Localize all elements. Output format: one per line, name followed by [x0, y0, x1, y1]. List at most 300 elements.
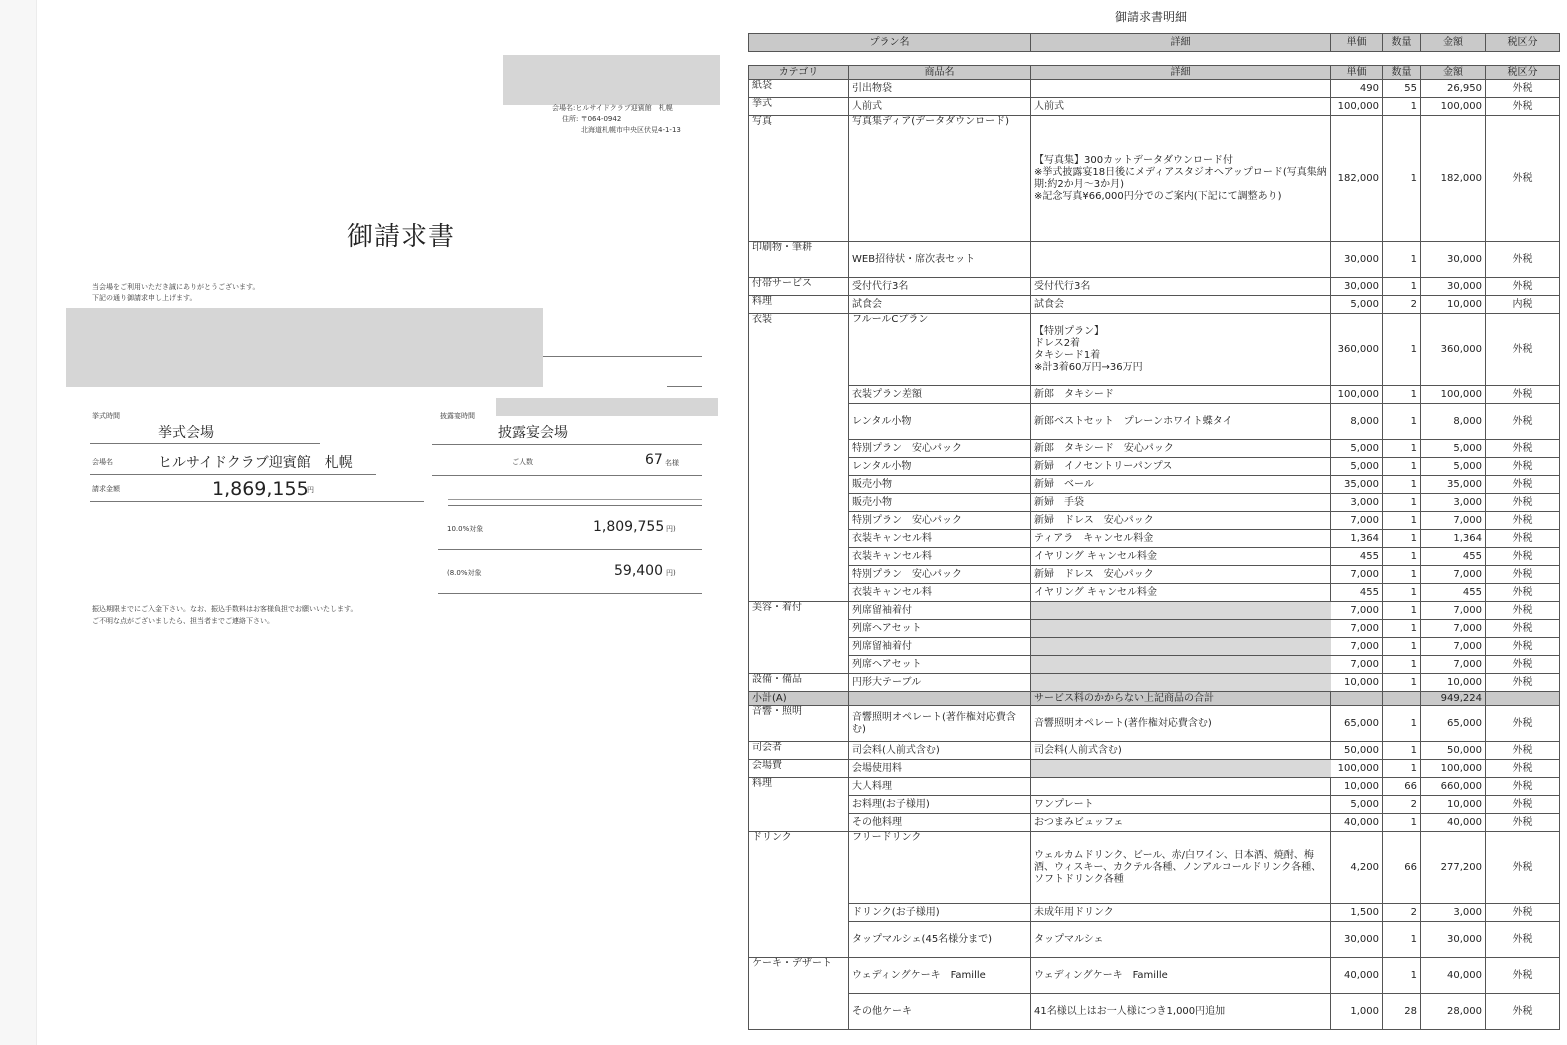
detail-cell: ウェルカムドリンク、ビール、赤/白ワイン、日本酒、焼酎、梅酒、ウィスキー、カクテル各種、ノンアルコールドリンク各種、ソフトドリンク各種 [1031, 832, 1331, 904]
divider [438, 549, 702, 550]
unit-price-cell: 100,000 [1331, 760, 1383, 778]
plan-header-row [749, 34, 1560, 52]
table-row [749, 602, 1560, 620]
address-label: 住所: [562, 115, 579, 123]
table-row [749, 742, 1560, 760]
item-name-cell: お料理(お子様用) [849, 796, 1031, 814]
unit-price-cell: 30,000 [1331, 278, 1383, 296]
item-name-cell: 衣装キャンセル料 [849, 584, 1031, 602]
detail-cell: 試食会 [1031, 296, 1331, 314]
item-name-cell: ドリンク(お子様用) [849, 904, 1031, 922]
detail-cell: おつまみビュッフェ [1031, 814, 1331, 832]
greeting-line-2: 下記の通り御請求申し上げます。 [92, 294, 197, 302]
amount-cell: 50,000 [1421, 742, 1486, 760]
item-name-cell: フリードリンク [849, 832, 1031, 904]
table-row [749, 80, 1560, 98]
address-line [562, 114, 621, 124]
tax-type-cell: 外税 [1486, 242, 1560, 278]
category-cell [749, 458, 849, 476]
amount-cell: 10,000 [1421, 674, 1486, 692]
plan-header-cell: 単価 [1331, 34, 1383, 52]
table-row [749, 404, 1560, 440]
item-name-cell: 写真集ディア(データダウンロード) [849, 116, 1031, 242]
item-name-cell [849, 692, 1031, 706]
category-cell: ケーキ・デザート [749, 958, 849, 994]
table-row [749, 566, 1560, 584]
quantity-cell: 1 [1383, 760, 1421, 778]
amount-cell: 660,000 [1421, 778, 1486, 796]
tax-type-cell: 外税 [1486, 584, 1560, 602]
detail-cell: 新郎 タキシード 安心パック [1031, 440, 1331, 458]
table-row [749, 674, 1560, 692]
plan-header-cell: 数量 [1383, 34, 1421, 52]
amount-cell: 10,000 [1421, 796, 1486, 814]
detail-cell: 41名様以上はお一人様につき1,000円追加 [1031, 994, 1331, 1030]
item-name-cell: WEB招待状・席次表セット [849, 242, 1031, 278]
detail-cell: ティアラ キャンセル料金 [1031, 530, 1331, 548]
quantity-cell: 1 [1383, 458, 1421, 476]
divider [438, 593, 702, 594]
unit-price-cell: 182,000 [1331, 116, 1383, 242]
detail-cell: 新婦 ドレス 安心パック [1031, 566, 1331, 584]
detail-cell: 新郎 タキシード [1031, 386, 1331, 404]
table-row [749, 814, 1560, 832]
unit-price-cell: 8,000 [1331, 404, 1383, 440]
detail-cell: 音響照明オペレート(著作権対応費含む) [1031, 706, 1331, 742]
unit-price-cell: 5,000 [1331, 796, 1383, 814]
amount-cell: 7,000 [1421, 602, 1486, 620]
item-name-cell: 特別プラン 安心パック [849, 512, 1031, 530]
detail-cell: 新郎ベストセット プレーンホワイト蝶タイ [1031, 404, 1331, 440]
divider [90, 501, 424, 502]
detail-cell [1031, 80, 1331, 98]
detail-table [748, 65, 1560, 1030]
unit-price-cell: 7,000 [1331, 602, 1383, 620]
ceremony-venue: 挙式会場 [158, 425, 214, 441]
unit-price-cell: 50,000 [1331, 742, 1383, 760]
tax-type-cell: 外税 [1486, 796, 1560, 814]
item-name-cell: 衣装キャンセル料 [849, 530, 1031, 548]
category-cell [749, 530, 849, 548]
tax-type-cell: 外税 [1486, 458, 1560, 476]
category-cell: 紙袋 [749, 80, 849, 98]
tax-type-cell: 外税 [1486, 994, 1560, 1030]
category-cell [749, 566, 849, 584]
quantity-cell: 1 [1383, 674, 1421, 692]
amount-cell: 455 [1421, 584, 1486, 602]
tax-type-cell: 外税 [1486, 656, 1560, 674]
unit-price-cell: 40,000 [1331, 814, 1383, 832]
detail-cell: 人前式 [1031, 98, 1331, 116]
amount-cell: 35,000 [1421, 476, 1486, 494]
tax-type-cell: 外税 [1486, 80, 1560, 98]
divider [432, 444, 702, 445]
item-name-cell: フルールCプラン [849, 314, 1031, 386]
amount-label: 請求金額 [92, 485, 120, 493]
tax-type-cell: 外税 [1486, 530, 1560, 548]
tax-type-cell: 外税 [1486, 548, 1560, 566]
category-cell: 設備・備品 [749, 674, 849, 692]
item-name-cell: 特別プラン 安心パック [849, 440, 1031, 458]
amount-cell: 7,000 [1421, 656, 1486, 674]
unit-price-cell: 455 [1331, 584, 1383, 602]
item-name-cell: その他ケーキ [849, 994, 1031, 1030]
invoice-total: 1,869,155 [212, 478, 309, 500]
category-cell: 印刷物・筆耕 [749, 242, 849, 278]
tax-type-cell: 外税 [1486, 440, 1560, 458]
table-row [749, 760, 1560, 778]
category-cell: 料理 [749, 778, 849, 796]
detail-cell: 【写真集】300カットデータダウンロード付 ※挙式披露宴18日後にメディアスタジオへアップロード(写真集納期:約2か月～3か月) ※記念写真¥66,000円分でのご案内(下記にて調整あり) [1031, 116, 1331, 242]
address-text: 北海道札幌市中央区伏見4-1-13 [581, 126, 681, 134]
quantity-cell: 1 [1383, 922, 1421, 958]
detail-cell: イヤリング キャンセル料金 [1031, 584, 1331, 602]
detail-cell: ウェディングケーキ Famille [1031, 958, 1331, 994]
tax10-amount: 1,809,755 [593, 519, 665, 535]
quantity-cell: 1 [1383, 278, 1421, 296]
tax-type-cell: 外税 [1486, 278, 1560, 296]
amount-cell: 3,000 [1421, 494, 1486, 512]
redacted-block [66, 308, 543, 387]
detail-header-cell: 数量 [1383, 66, 1421, 80]
quantity-cell: 1 [1383, 404, 1421, 440]
amount-cell: 7,000 [1421, 638, 1486, 656]
unit-price-cell: 3,000 [1331, 494, 1383, 512]
quantity-cell: 1 [1383, 656, 1421, 674]
amount-cell: 7,000 [1421, 620, 1486, 638]
detail-cell [1031, 656, 1331, 674]
category-cell [749, 386, 849, 404]
item-name-cell: ウェディングケーキ Famille [849, 958, 1031, 994]
reception-time-label: 披露宴時間 [440, 412, 475, 420]
quantity-cell: 2 [1383, 296, 1421, 314]
item-name-cell: 列席ヘアセット [849, 620, 1031, 638]
item-name-cell: その他料理 [849, 814, 1031, 832]
detail-cell: 新婦 イノセントリーパンプス [1031, 458, 1331, 476]
quantity-cell: 1 [1383, 314, 1421, 386]
detail-cell: タップマルシェ [1031, 922, 1331, 958]
table-row [749, 98, 1560, 116]
item-name-cell: タップマルシェ(45名様分まで) [849, 922, 1031, 958]
amount-cell: 949,224 [1421, 692, 1486, 706]
category-cell [749, 796, 849, 814]
item-name-cell: 衣装キャンセル料 [849, 548, 1031, 566]
amount-cell: 7,000 [1421, 512, 1486, 530]
invoice-title: 御請求書 [347, 222, 456, 252]
unit-price-cell: 10,000 [1331, 674, 1383, 692]
tax-type-cell: 外税 [1486, 814, 1560, 832]
guest-count: 67 [645, 452, 663, 468]
divider [90, 443, 320, 444]
venue-header-label: 会場名 [552, 104, 573, 112]
venue-name: ヒルサイドクラブ迎賓館 札幌 [158, 455, 353, 471]
quantity-cell: 1 [1383, 742, 1421, 760]
unit-price-cell: 1,500 [1331, 904, 1383, 922]
unit-price-cell: 30,000 [1331, 922, 1383, 958]
detail-cell [1031, 242, 1331, 278]
quantity-cell: 55 [1383, 80, 1421, 98]
detail-cell [1031, 760, 1331, 778]
table-row [749, 706, 1560, 742]
table-row [749, 904, 1560, 922]
amount-cell: 455 [1421, 548, 1486, 566]
category-cell: 挙式 [749, 98, 849, 116]
item-name-cell: 会場使用料 [849, 760, 1031, 778]
tax-type-cell: 外税 [1486, 512, 1560, 530]
item-name-cell: 列席留袖着付 [849, 602, 1031, 620]
quantity-cell [1383, 692, 1421, 706]
divider [667, 386, 702, 387]
table-row [749, 796, 1560, 814]
amount-cell: 5,000 [1421, 440, 1486, 458]
category-cell [749, 476, 849, 494]
amount-cell: 360,000 [1421, 314, 1486, 386]
divider [448, 499, 702, 500]
category-cell: 料理 [749, 296, 849, 314]
item-name-cell: 音響照明オペレート(著作権対応費含む) [849, 706, 1031, 742]
quantity-cell: 1 [1383, 494, 1421, 512]
quantity-cell: 1 [1383, 530, 1421, 548]
tax-type-cell: 外税 [1486, 404, 1560, 440]
reception-venue: 披露宴会場 [498, 425, 568, 441]
item-name-cell: 受付代行3名 [849, 278, 1031, 296]
item-name-cell: 特別プラン 安心パック [849, 566, 1031, 584]
tax-type-cell: 外税 [1486, 958, 1560, 994]
amount-cell: 182,000 [1421, 116, 1486, 242]
amount-cell: 30,000 [1421, 278, 1486, 296]
amount-cell: 100,000 [1421, 386, 1486, 404]
tax-type-cell: 外税 [1486, 620, 1560, 638]
detail-cell: 新婦 ドレス 安心パック [1031, 512, 1331, 530]
tax10-label: 10.0%対象 [447, 525, 484, 533]
detail-cell: 受付代行3名 [1031, 278, 1331, 296]
amount-cell: 7,000 [1421, 566, 1486, 584]
quantity-cell: 1 [1383, 440, 1421, 458]
quantity-cell: 1 [1383, 566, 1421, 584]
category-cell [749, 620, 849, 638]
detail-cell: 司会料(人前式含む) [1031, 742, 1331, 760]
category-cell [749, 548, 849, 566]
tax-type-cell: 外税 [1486, 566, 1560, 584]
unit-price-cell: 35,000 [1331, 476, 1383, 494]
left-page-margin [0, 0, 37, 1045]
detail-cell: 未成年用ドリンク [1031, 904, 1331, 922]
category-cell [749, 994, 849, 1030]
table-row [749, 958, 1560, 994]
unit-price-cell: 7,000 [1331, 512, 1383, 530]
item-name-cell: 販売小物 [849, 476, 1031, 494]
greeting-line-1: 当会場をご利用いただき誠にありがとうございます。 [92, 283, 260, 291]
amount-cell: 30,000 [1421, 242, 1486, 278]
unit-price-cell: 360,000 [1331, 314, 1383, 386]
amount-cell: 40,000 [1421, 814, 1486, 832]
table-row [749, 922, 1560, 958]
tax-type-cell [1486, 692, 1560, 706]
quantity-cell: 1 [1383, 584, 1421, 602]
category-cell: 衣装 [749, 314, 849, 386]
table-row [749, 778, 1560, 796]
quantity-cell: 1 [1383, 958, 1421, 994]
divider [90, 474, 376, 475]
item-name-cell: 列席ヘアセット [849, 656, 1031, 674]
quantity-cell: 1 [1383, 512, 1421, 530]
tax-type-cell: 外税 [1486, 386, 1560, 404]
amount-cell: 65,000 [1421, 706, 1486, 742]
payment-note-1: 振込期限までにご入金下さい。なお、振込手数料はお客様負担でお願いいたします。 [92, 605, 358, 613]
payment-note-2: ご不明な点がございましたら、担当者までご連絡下さい。 [92, 617, 274, 625]
amount-cell: 40,000 [1421, 958, 1486, 994]
redacted-block [503, 55, 720, 105]
unit-price-cell: 7,000 [1331, 566, 1383, 584]
unit-price-cell: 7,000 [1331, 620, 1383, 638]
unit-price-cell: 30,000 [1331, 242, 1383, 278]
category-cell [749, 512, 849, 530]
category-cell [749, 656, 849, 674]
unit-price-cell: 5,000 [1331, 296, 1383, 314]
unit-price-cell: 490 [1331, 80, 1383, 98]
tax-type-cell: 外税 [1486, 674, 1560, 692]
plan-header-cell: 詳細 [1031, 34, 1331, 52]
table-row [749, 242, 1560, 278]
unit-price-cell: 7,000 [1331, 638, 1383, 656]
item-name-cell: 衣装プラン差額 [849, 386, 1031, 404]
quantity-cell: 28 [1383, 994, 1421, 1030]
detail-cell: 【特別プラン】 ドレス2着 タキシード1着 ※計3着60万円→36万円 [1031, 314, 1331, 386]
amount-cell: 3,000 [1421, 904, 1486, 922]
ceremony-time-label: 挙式時間 [92, 412, 120, 420]
tax-type-cell: 外税 [1486, 638, 1560, 656]
amount-cell: 1,364 [1421, 530, 1486, 548]
detail-header-cell: 税区分 [1486, 66, 1560, 80]
table-row [749, 278, 1560, 296]
quantity-cell: 1 [1383, 386, 1421, 404]
table-row [749, 458, 1560, 476]
detail-cell [1031, 638, 1331, 656]
category-cell [749, 814, 849, 832]
unit-price-cell: 10,000 [1331, 778, 1383, 796]
category-cell: 付帯サービス [749, 278, 849, 296]
category-cell [749, 440, 849, 458]
detail-header-cell: 詳細 [1031, 66, 1331, 80]
unit-price-cell: 1,364 [1331, 530, 1383, 548]
unit-price-cell: 100,000 [1331, 386, 1383, 404]
item-name-cell: レンタル小物 [849, 458, 1031, 476]
category-cell [749, 638, 849, 656]
quantity-cell: 66 [1383, 778, 1421, 796]
tax-type-cell: 外税 [1486, 494, 1560, 512]
quantity-cell: 1 [1383, 638, 1421, 656]
tax-type-cell: 外税 [1486, 476, 1560, 494]
tax-type-cell: 内税 [1486, 296, 1560, 314]
plan-header-cell: プラン名 [749, 34, 1031, 52]
item-name-cell: 人前式 [849, 98, 1031, 116]
quantity-cell: 1 [1383, 116, 1421, 242]
detail-cell: サービス料のかからない上記商品の合計 [1031, 692, 1331, 706]
item-name-cell: 引出物袋 [849, 80, 1031, 98]
unit-price-cell: 4,200 [1331, 832, 1383, 904]
table-row [749, 314, 1560, 386]
detail-cell: 新婦 ベール [1031, 476, 1331, 494]
unit-price-cell: 1,000 [1331, 994, 1383, 1030]
detail-cell [1031, 778, 1331, 796]
unit-price-cell: 5,000 [1331, 440, 1383, 458]
divider [432, 475, 702, 476]
tax-type-cell: 外税 [1486, 832, 1560, 904]
detail-header-cell: 単価 [1331, 66, 1383, 80]
yen-unit: 円 [307, 486, 314, 494]
guests-label: ご人数 [512, 458, 533, 466]
tax-type-cell: 外税 [1486, 98, 1560, 116]
table-row [749, 584, 1560, 602]
item-name-cell: 試食会 [849, 296, 1031, 314]
category-cell: 音響・照明 [749, 706, 849, 742]
tax-type-cell: 外税 [1486, 760, 1560, 778]
detail-title: 御請求書明細 [1115, 10, 1188, 24]
item-name-cell: 大人料理 [849, 778, 1031, 796]
tax-type-cell: 外税 [1486, 116, 1560, 242]
item-name-cell: 司会料(人前式含む) [849, 742, 1031, 760]
unit-price-cell [1331, 692, 1383, 706]
detail-cell [1031, 674, 1331, 692]
tax-type-cell: 外税 [1486, 602, 1560, 620]
amount-cell: 26,950 [1421, 80, 1486, 98]
category-cell [749, 404, 849, 440]
table-row [749, 386, 1560, 404]
tax10-yen: 円) [666, 525, 676, 533]
amount-cell: 8,000 [1421, 404, 1486, 440]
guests-unit: 名様 [665, 459, 679, 467]
category-cell [749, 584, 849, 602]
category-cell [749, 494, 849, 512]
quantity-cell: 1 [1383, 814, 1421, 832]
venue-name-label: 会場名 [92, 458, 113, 466]
quantity-cell: 1 [1383, 620, 1421, 638]
table-row [749, 692, 1560, 706]
plan-header-cell: 税区分 [1486, 34, 1560, 52]
quantity-cell: 2 [1383, 904, 1421, 922]
table-row [749, 476, 1560, 494]
table-row [749, 548, 1560, 566]
detail-table-body [749, 66, 1560, 1030]
detail-header-cell: カテゴリ [749, 66, 849, 80]
item-name-cell: 販売小物 [849, 494, 1031, 512]
category-cell [749, 922, 849, 958]
table-row [749, 116, 1560, 242]
unit-price-cell: 455 [1331, 548, 1383, 566]
table-row [749, 832, 1560, 904]
category-cell: ドリンク [749, 832, 849, 904]
unit-price-cell: 65,000 [1331, 706, 1383, 742]
table-row [749, 656, 1560, 674]
tax8-amount: 59,400 [614, 563, 663, 579]
table-row [749, 440, 1560, 458]
detail-header-cell: 商品名 [849, 66, 1031, 80]
tax8-label: (8.0%対象 [447, 569, 482, 577]
detail-cell: ワンプレート [1031, 796, 1331, 814]
venue-header-name: ヒルサイドクラブ迎賓館 札幌 [575, 104, 673, 112]
postal-code: 〒064-0942 [580, 115, 622, 123]
venue-header-line: 会場名:ヒルサイドクラブ迎賓館 札幌 [552, 104, 673, 112]
table-row [749, 494, 1560, 512]
tax-type-cell: 外税 [1486, 904, 1560, 922]
detail-cell [1031, 620, 1331, 638]
detail-cell [1031, 602, 1331, 620]
unit-price-cell: 100,000 [1331, 98, 1383, 116]
category-cell: 小計(A) [749, 692, 849, 706]
unit-price-cell: 7,000 [1331, 656, 1383, 674]
item-name-cell: 円形大テーブル [849, 674, 1031, 692]
quantity-cell: 1 [1383, 706, 1421, 742]
